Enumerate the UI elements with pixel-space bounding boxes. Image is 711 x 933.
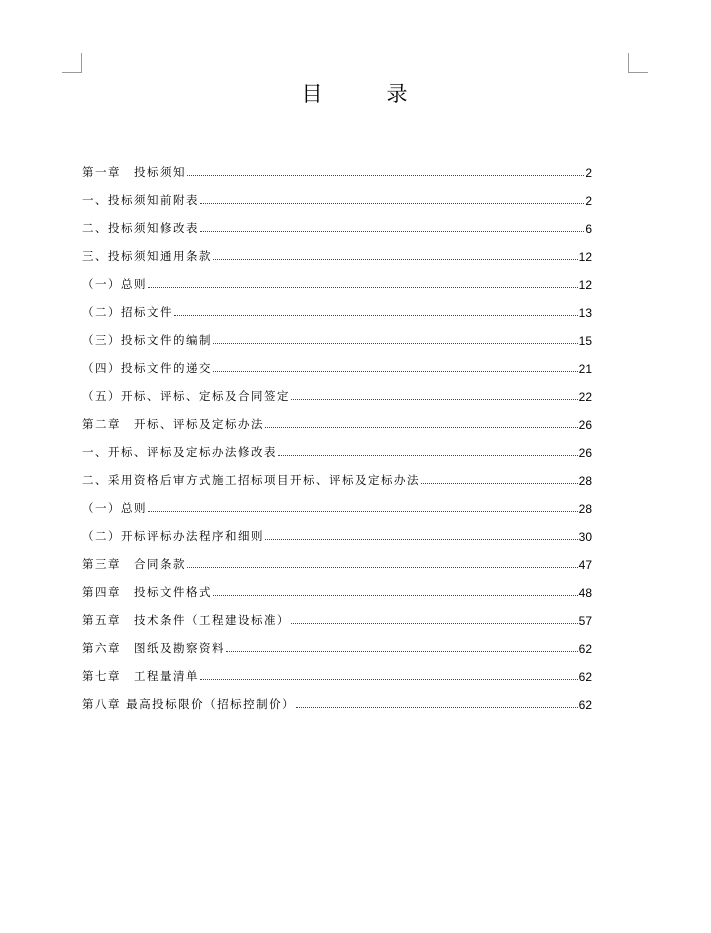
toc-entry-title: 一、开标、评标及定标办法修改表: [82, 445, 277, 459]
toc-entry-title: 第八章 最高投标限价（招标控制价）: [82, 697, 296, 711]
toc-entry-page-number: 2: [585, 194, 592, 208]
toc-entry[interactable]: [82, 488, 592, 516]
toc-entry-page-number: 6: [585, 222, 592, 236]
toc-entry[interactable]: [82, 460, 592, 488]
page-title-left: 目: [301, 82, 325, 106]
toc-entry-page-number: 28: [578, 502, 592, 516]
toc-dot-leader: [187, 567, 578, 568]
toc-entry[interactable]: [82, 264, 592, 292]
toc-entry-page-number: 30: [578, 530, 592, 544]
toc-dot-leader: [296, 707, 577, 708]
toc-entry-title: 第七章 工程量清单: [82, 669, 199, 683]
toc-entry-title: （一）总则: [82, 501, 147, 515]
toc-entry-page-number: 22: [578, 390, 592, 404]
toc-entry[interactable]: [82, 376, 592, 404]
toc-entry[interactable]: [82, 516, 592, 544]
toc-entry[interactable]: [82, 180, 592, 208]
toc-entry[interactable]: [82, 320, 592, 348]
toc-dot-leader: [200, 203, 584, 204]
toc-dot-leader: [187, 175, 584, 176]
toc-entry-page-number: 21: [578, 362, 592, 376]
table-of-contents: [82, 152, 592, 712]
toc-entry[interactable]: [82, 628, 592, 656]
toc-entry-page-number: 26: [578, 446, 592, 460]
toc-entry[interactable]: [82, 600, 592, 628]
toc-entry[interactable]: [82, 572, 592, 600]
toc-dot-leader: [174, 315, 578, 316]
toc-dot-leader: [291, 399, 578, 400]
toc-entry[interactable]: [82, 236, 592, 264]
toc-entry-title: 第四章 投标文件格式: [82, 585, 212, 599]
toc-dot-leader: [213, 371, 578, 372]
toc-dot-leader: [226, 651, 578, 652]
toc-entry-title: （二）招标文件: [82, 305, 173, 319]
toc-entry-title: （二）开标评标办法程序和细则: [82, 529, 264, 543]
toc-entry-page-number: 26: [578, 418, 592, 432]
toc-entry[interactable]: [82, 404, 592, 432]
toc-entry-title: 二、投标须知修改表: [82, 221, 199, 235]
toc-entry-page-number: 28: [578, 474, 592, 488]
toc-entry[interactable]: [82, 544, 592, 572]
toc-dot-leader: [213, 595, 578, 596]
toc-entry-title: 一、投标须知前附表: [82, 193, 199, 207]
toc-entry-page-number: 47: [578, 558, 592, 572]
toc-entry[interactable]: [82, 656, 592, 684]
toc-entry[interactable]: [82, 348, 592, 376]
toc-entry[interactable]: [82, 152, 592, 180]
toc-entry-page-number: 62: [578, 698, 592, 712]
toc-entry[interactable]: [82, 432, 592, 460]
toc-entry-page-number: 62: [578, 670, 592, 684]
toc-dot-leader: [265, 427, 578, 428]
page-title: [0, 78, 711, 108]
toc-entry-page-number: 2: [585, 166, 592, 180]
toc-entry-page-number: 48: [578, 586, 592, 600]
toc-entry-page-number: 15: [578, 334, 592, 348]
toc-dot-leader: [200, 679, 578, 680]
toc-entry-title: 第五章 技术条件（工程建设标准）: [82, 613, 290, 627]
toc-entry[interactable]: [82, 208, 592, 236]
toc-entry-page-number: 12: [578, 250, 592, 264]
page-title-right: 录: [386, 82, 410, 106]
toc-entry-title: 第六章 图纸及勘察资料: [82, 641, 225, 655]
toc-dot-leader: [291, 623, 578, 624]
toc-entry-title: 第三章 合同条款: [82, 557, 186, 571]
toc-entry[interactable]: [82, 684, 592, 712]
toc-dot-leader: [421, 483, 578, 484]
toc-dot-leader: [265, 539, 578, 540]
toc-entry-page-number: 12: [578, 278, 592, 292]
toc-dot-leader: [148, 287, 578, 288]
toc-entry-title: 三、投标须知通用条款: [82, 249, 212, 263]
toc-dot-leader: [213, 343, 578, 344]
toc-entry-page-number: 57: [578, 614, 592, 628]
toc-entry-page-number: 62: [578, 642, 592, 656]
toc-entry-title: （一）总则: [82, 277, 147, 291]
page-corner-mark-top-right: [628, 53, 648, 73]
toc-entry-title: （三）投标文件的编制: [82, 333, 212, 347]
toc-entry-title: （四）投标文件的递交: [82, 361, 212, 375]
toc-dot-leader: [148, 511, 578, 512]
toc-entry-title: （五）开标、评标、定标及合同签定: [82, 389, 290, 403]
toc-entry-title: 第二章 开标、评标及定标办法: [82, 417, 264, 431]
page-corner-mark-top-left: [62, 53, 82, 73]
toc-dot-leader: [213, 259, 578, 260]
toc-entry-title: 二、采用资格后审方式施工招标项目开标、评标及定标办法: [82, 473, 420, 487]
toc-dot-leader: [278, 455, 578, 456]
toc-entry-page-number: 13: [578, 306, 592, 320]
toc-entry[interactable]: [82, 292, 592, 320]
toc-entry-title: 第一章 投标须知: [82, 165, 186, 179]
toc-dot-leader: [200, 231, 584, 232]
